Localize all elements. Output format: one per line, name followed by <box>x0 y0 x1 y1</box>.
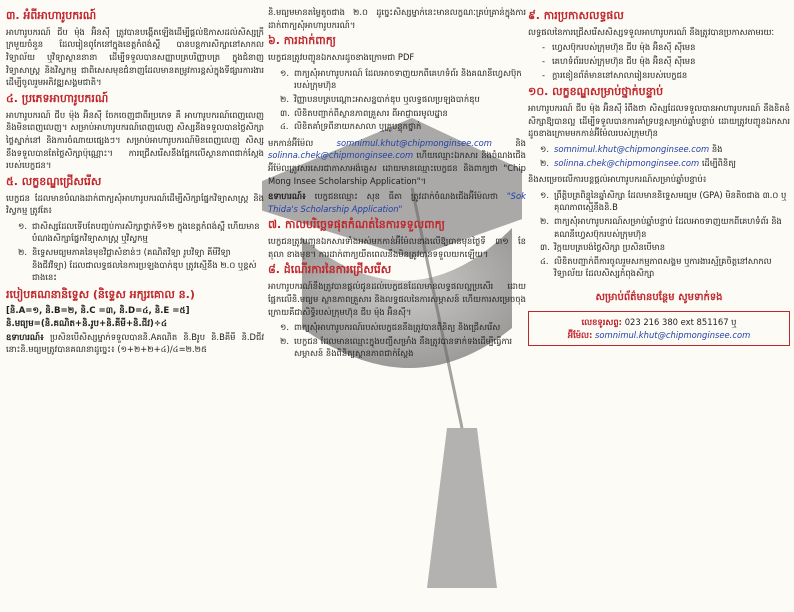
contact-footer <box>528 290 790 346</box>
list-item: - គេហទំព័ររបស់ក្រុមហ៊ុន ជីប ម៉ុង អ៊ិនស៊ី ស៊ីមេន <box>540 55 790 68</box>
application-email-info: មកកាន់អ៊ីម៉ែល somnimul.khut@chipmonginsee.com និង solinna.chek@chipmonginsee.com ហើយឈ្មោះឯកសារ និងចំណងជើងអ៊ីម៉ែលត្រូវសរសេរជាភាសាអង់គ្លេស ដោយមានឈ្មោះបេក្ខជន និងពាក្យថា "Chip Mong Insee Scholarship Application"។ <box>268 137 526 186</box>
list-item: ១. ពាក្យសុំអាហារូបករណ៍របស់បេក្ខជននឹងត្រូវបានពិនិត្យ និងជ្រើសរើស <box>280 322 501 333</box>
column-right <box>528 6 790 606</box>
section-8-intro: អាហារូបករណ៍នឹងត្រូវបានផ្ដល់ជូនដល់បេក្ខជនដែលមានលទ្ធផលល្អប្រសើរ ដោយផ្អែកលើនិ.មធ្យម ស្ថានភាពគ្រួសារ និងលទ្ធផលនៃការសម្ភាសន៍ ហើយការសម្រេចចុងក្រោយគឺជាសិទ្ធិរបស់ក្រុមហ៊ុន ជីប ម៉ុង អ៊ិនស៊ី។ <box>268 281 526 317</box>
gpa-formula: និ.មធ្យម=(និ.គណិត+និ.រូប+និ.គីមី+និ.ជីវ)÷៤ <box>6 318 168 329</box>
section-6-list <box>280 67 526 133</box>
list-item: - ក្ដារខៀនព័ត៌មាននៅសាលារៀនរបស់បេក្ខជន <box>540 69 790 82</box>
list-item: ១. ជាសិស្សដែលទើបតែបញ្ចប់ការសិក្សាថ្នាក់ទី១២ ក្នុងខេត្តកំពង់ស្ពឺ ហើយមានបំណងសិក្សាផ្នែកវិទ្យាសាស្ត្រ ឬវិស្វកម្ម <box>18 220 260 244</box>
list-item: ២. វិញ្ញាបនបត្របណ្ដោះអាសន្នបាក់ឌុប ឬលទ្ធផលប្រឡងបាក់ឌុប <box>280 93 480 104</box>
gpa-conclusion: និ.មធ្យមមានតម្លៃតូចជាង ២.០ ដូច្នេះសិស្សម្នាក់នេះមានលក្ខណៈគ្រប់គ្រាន់ក្នុងការដាក់ពាក្យសុំអាហារូបករណ៍។ <box>268 7 526 30</box>
section-6-title: ៦. ការដាក់ពាក្យ <box>268 34 336 48</box>
gpa-method-title: របៀបគណនានិទ្ទេស (និទ្ទេស អក្សរគោល ន.) <box>6 287 195 301</box>
section-5-intro: បេក្ខជន ដែលមានបំណងដាក់ពាក្យសុំអាហារូបករណ៍ដើម្បីសិក្សាផ្នែកវិទ្យាសាស្ត្រ និងវិស្វកម្ម ត្រូវតែ៖ <box>6 192 264 216</box>
list-item: ១. ព្រឹត្តិបត្រពិន្ទុនៃឆ្នាំសិក្សា ដែលមាននិទ្ទេសមធ្យម (GPA) មិនតិចជាង ៣.០ ឬគុណភាពស្មើនឹងនិ.B <box>540 189 787 213</box>
phone-value[interactable]: 023 216 380 ext 851167 ឬ <box>624 317 737 328</box>
section-5-list <box>18 220 264 284</box>
phone-line: លេខទូរសព្ទ: 023 216 380 ext 851167 ឬ <box>581 317 737 328</box>
list-item: ៣. លិខិតបញ្ជាក់ពីស្ថានភាពគ្រួសារ ពីអាជ្ញាធរមូលដ្ឋាន <box>280 107 448 118</box>
email-link[interactable]: solinna.chek@chipmonginsee.com <box>554 157 700 168</box>
list-item: ២. ពាក្យសុំអាហារូបករណ៍សម្រាប់ឆ្នាំបន្ទាប់ ដែលអាចទាញយកពីគេហទំព័រ និងគណនីហ្វេសប៊ុករបស់ក្រុមហ៊ុន <box>540 216 782 239</box>
section-7-title: ៧. កាលបរិច្ឆេទផុតកំណត់នៃការទទួលពាក្យ <box>268 218 445 232</box>
list-item: ១. ពាក្យសុំអាហារូបករណ៍ ដែលអាចទាញយកពីគេហទំព័រ និងគណនីហ្វេសប៊ុករបស់ក្រុមហ៊ុន <box>280 67 522 91</box>
section-10-list <box>540 189 790 280</box>
section-9-title: ៩. ការប្រកាសលទ្ធផល <box>528 9 624 22</box>
section-6-intro: បេក្ខជនត្រូវបញ្ជូនឯកសារដូចខាងក្រោមជា PDF <box>268 52 415 63</box>
section-10-intro: អាហារូបករណ៍ ជីប ម៉ុង អ៊ិនស៊ី រំពឹងថា សិស្សដែលទទួលបានអាហារូបករណ៍ នឹងខិតខំសិក្សាឱ្យបានល្អ ដើម្បីទទួលបានការគាំទ្របន្តសម្រាប់ឆ្នាំបន្ទាប់ ដោយត្រូវបញ្ជូនឯកសារដូចខាងក្រោមមកកាន់អ៊ីម៉ែលរបស់ក្រុមហ៊ុន <box>528 103 790 139</box>
email-link[interactable]: somnimul.khut@chipmonginsee.com <box>554 143 710 154</box>
contact-box <box>528 311 790 346</box>
column-left <box>6 6 264 606</box>
list-item: ៤. លិខិតបញ្ជាក់ពីការចូលរួមសកម្មភាពសង្គម ឬការងារស្ម័គ្រចិត្តនៅសាកលវិទ្យាល័យ ដែលសិស្សកំពុងសិក្សា <box>540 255 772 279</box>
section-4-title: ៤. ប្រភេទអាហារូបករណ៍ <box>6 91 109 105</box>
list-item: ១. somnimul.khut@chipmonginsee.com និង <box>540 143 723 154</box>
list-item: - ហ្វេសប៊ុករបស់ក្រុមហ៊ុន ជីប ម៉ុង អ៊ិនស៊ី ស៊ីមេន <box>540 41 790 54</box>
email-link-1[interactable]: somnimul.khut@chipmonginsee.com <box>336 137 492 148</box>
section-4-body: អាហារូបករណ៍ ជីប ម៉ុង អ៊ិនស៊ី ចែកចេញជាពីរប្រភេទ គឺ អាហារូបករណ៍ពេញលេញ និងមិនពេញលេញ។ សម្រាប់អាហារូបករណ៍ពេញលេញ សិស្សនឹងទទួលបានថ្លៃសិក្សា ថ្លៃស្នាក់នៅ និងការចំណាយផ្សេងៗ។ សម្រាប់អាហារូបករណ៍មិនពេញលេញ សិស្សនឹងទទួលបានតែថ្លៃសិក្សាប៉ុណ្ណោះ។ ការជ្រើសរើសនឹងផ្អែកលើស្ថានភាពជាក់ស្ដែងរបស់បេក្ខជន។ <box>6 109 264 171</box>
section-7-body: បេក្ខជនត្រូវបញ្ជូនឯកសារទាំងអស់មកកាន់អ៊ីម៉ែលខាងលើឱ្យបានមុនថ្ងៃទី ៣១ ខែតុលា ខាងមុខ។ ការដាក់ពាក្យយឺតពេលនឹងមិនត្រូវបានទទួលយកឡើយ។ <box>268 236 526 259</box>
section-10-after: និងសម្រេចលើការបន្តផ្ដល់អាហារូបករណ៍សម្រាប់ឆ្នាំបន្ទាប់៖ <box>528 174 707 185</box>
application-example: ឧទាហរណ៍៖ បេក្ខជនឈ្មោះ សុខ ធីតា ត្រូវដាក់ចំណងជើងអ៊ីម៉ែលថា "Sok Thida's Scholarship Application" <box>268 191 526 214</box>
section-9-intro: លទ្ធផលនៃការជ្រើសរើសសិស្សទទួលអាហារូបករណ៍ នឹងត្រូវបានប្រកាសតាមរយៈ <box>528 26 775 37</box>
list-item: ២. និទ្ទេសមធ្យមភាគនៃមុខវិជ្ជាសំខាន់ៗ (គណិតវិទ្យា រូបវិទ្យា គីមីវិទ្យា និងជីវវិទ្យា) ដែលជាលទ្ធផលនៃការប្រឡងបាក់ឌុប ត្រូវស្មើនឹង ២.០ ឬខ្ពស់ជាងនេះ <box>18 247 257 283</box>
email-link-2[interactable]: solinna.chek@chipmonginsee.com <box>268 150 414 161</box>
list-item: ២. solinna.chek@chipmonginsee.com ដើម្បីពិនិត្យ <box>540 157 737 168</box>
section-3-title: ៣. អំពីអាហារូបករណ៍ <box>6 9 97 22</box>
list-item: ៣. វិក្កយបត្របង់ថ្លៃសិក្សា ប្រសិនបើមាន <box>540 242 666 253</box>
contact-email-link[interactable]: somnimul.khut@chipmonginsee.com <box>595 329 751 340</box>
section-8-title: ៨. ដំណើរការនៃការជ្រើសរើស <box>268 263 392 277</box>
gpa-grade-scale: [និ.A=១, និ.B=២, និ.C =៣, និ.D=៤, និ.E =៥] <box>6 305 190 316</box>
section-8-list <box>280 321 526 360</box>
list-item: ៤. លិខិតគាំទ្រពីនាយកសាលា ឬគ្រូបន្ទុកថ្នាក់ <box>280 121 422 132</box>
column-middle <box>268 6 526 606</box>
section-3-body: អាហារូបករណ៍ ជីប ម៉ុង អ៊ិនស៊ី ត្រូវបានបង្កើតឡើងដើម្បីផ្ដល់ឱកាសដល់សិស្សក្រីក្រមួយចំនួន ដែលរៀនពូកែនៅក្នុងខេត្តកំពង់ស្ពឺ បានបន្តការសិក្សានៅសាកលវិទ្យាល័យ ឬវិទ្យាស្ថាននានា ដើម្បីទទួលបានសញ្ញាបត្របរិញ្ញាបត្រ ក្នុងជំនាញវិទ្យាសាស្ត្រ និងវិស្វកម្ម ជាពិសេសមុខជំនាញដែលមានតម្រូវការខ្ពស់ក្នុងទីផ្សារការងារ ដើម្បីចូលរួមអភិវឌ្ឍសង្គមជាតិ។ <box>6 26 264 88</box>
section-10-email-list <box>540 143 790 169</box>
more-info-heading: សម្រាប់ព័ត៌មានបន្ថែម សូមទាក់ទង <box>595 292 723 304</box>
gpa-example: ឧទាហរណ៍៖ ប្រសិនបើសិស្សម្នាក់ទទួលបាននិ.Aគណិត និ.Bរូប និ.Bគីមី និ.Dជីវ នោះនិ.មធ្យមត្រូវបានគណនាដូច្នេះ៖ (១+២+២+៤)/៤=២.២៥ <box>6 331 264 355</box>
email-line: អ៊ីម៉ែល: somnimul.khut@chipmonginsee.com <box>567 329 751 340</box>
section-10-title: ១០. លក្ខខណ្ឌសម្រាប់ថ្នាក់បន្ទាប់ <box>528 85 664 99</box>
section-5-title: ៥. លក្ខខណ្ឌជ្រើសរើស <box>6 174 102 188</box>
section-9-list <box>540 41 790 81</box>
list-item: ២. បេក្ខជន ដែលមានឈ្មោះក្នុងបញ្ជីសម្រាំង នឹងត្រូវបានទាក់ទងដើម្បីធ្វើការសម្ភាសន៍ និងពិនិត្យស្ថានភាពជាក់ស្ដែង <box>280 335 513 359</box>
